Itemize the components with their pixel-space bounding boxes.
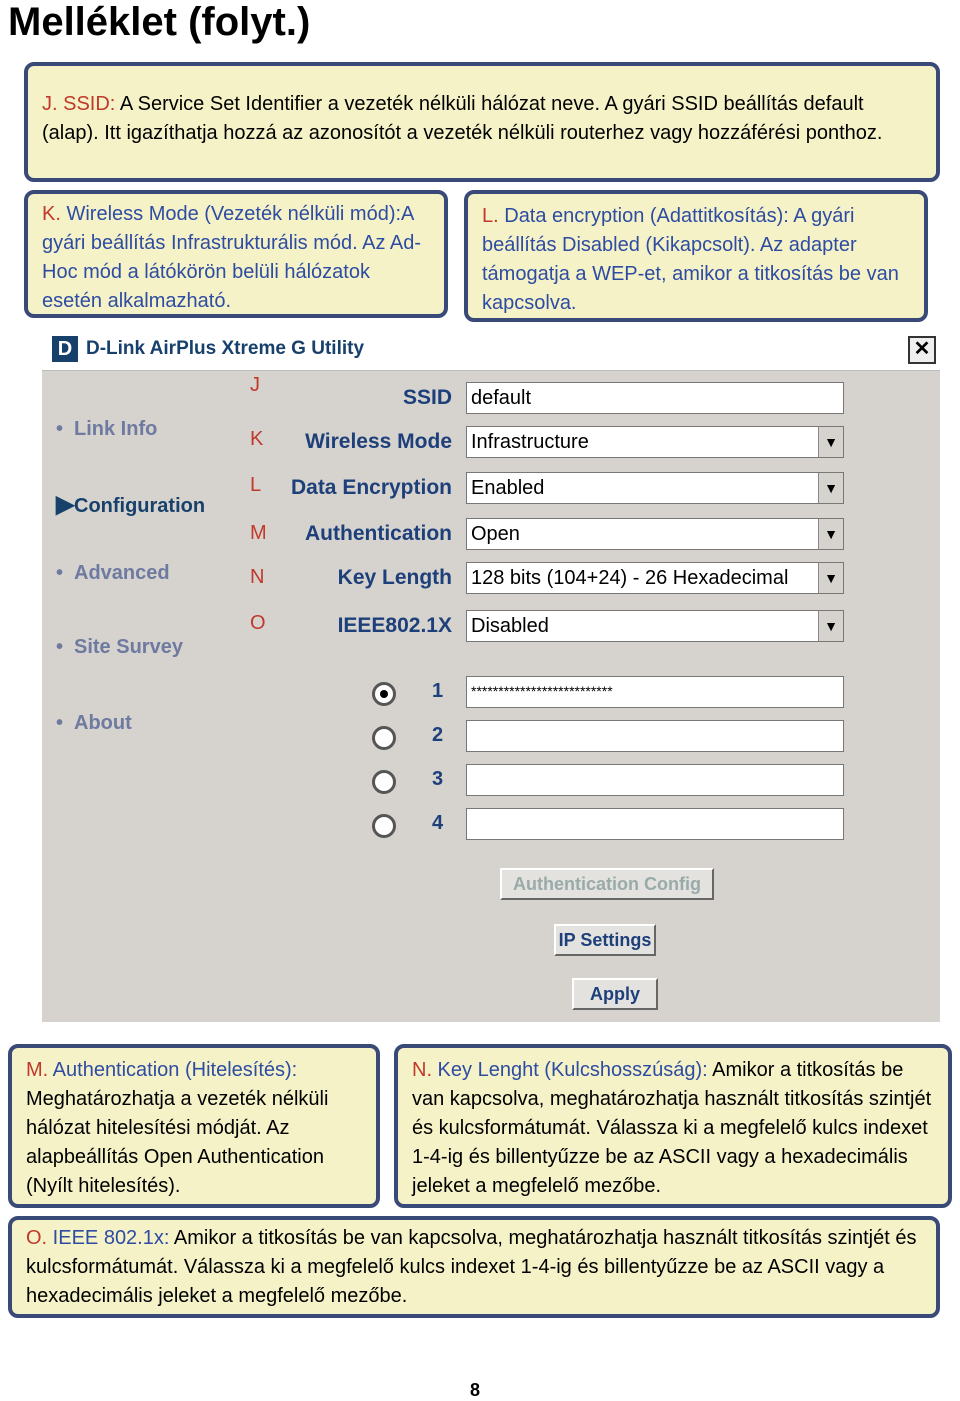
wireless-mode-label: Wireless Mode <box>305 430 452 453</box>
key-input-2[interactable] <box>466 720 844 752</box>
window-title: D-Link AirPlus Xtreme G Utility <box>86 338 365 359</box>
marker-o: O <box>250 612 266 634</box>
sidebar <box>42 370 232 1022</box>
triangle-right-icon: ▶ <box>56 491 75 518</box>
key-radio-2[interactable] <box>372 726 396 750</box>
note-label: L. <box>482 205 499 227</box>
title-bar <box>42 330 940 371</box>
key-input-4[interactable] <box>466 808 844 840</box>
marker-k: K <box>250 428 264 450</box>
marker-n: N <box>250 566 265 588</box>
chevron-down-icon: ▼ <box>818 519 843 549</box>
note-ssid <box>24 62 940 182</box>
marker-m: M <box>250 522 267 544</box>
note-data-encryption <box>464 190 928 322</box>
key-index-3: 3 <box>432 768 444 790</box>
nav-item-about[interactable]: • About <box>56 712 132 734</box>
bullet-icon: • <box>56 712 64 734</box>
ieee8021x-select[interactable]: Disabled ▼ <box>466 610 844 642</box>
nav-item-configuration[interactable]: ▶Configuration <box>56 491 206 518</box>
chevron-down-icon: ▼ <box>818 473 843 503</box>
note-label: N. <box>412 1059 432 1081</box>
note-text: Meghatározhatja a vezeték nélküli hálózat hitelesítési módját. Az alapbeállítás Open Authentication (Nyílt hitelesítés). <box>26 1088 329 1197</box>
note-text: Amikor a titkosítás be van kapcsolva, meghatározhatja használt titkosítás szintjét és kulcsformátumát. Válassza ki a megfelelő kulcs indexet 1-4-ig és billentyűzze be az ASCII vagy a hexadecimális jeleket a megfelelő mezőbe. <box>412 1059 932 1197</box>
key-radio-4[interactable] <box>372 814 396 838</box>
note-heading: Wireless Mode (Vezeték nélküli mód): <box>60 203 402 225</box>
chevron-down-icon: ▼ <box>818 427 843 457</box>
ieee8021x-label: IEEE802.1X <box>337 614 452 637</box>
ip-settings-button[interactable]: IP Settings <box>554 924 656 956</box>
note-text: Amikor a titkosítás be van kapcsolva, meghatározhatja használt titkosítás szintjét és kulcsformátumát. Válassza ki a megfelelő kulcs indexet 1-4-ig és billentyűzze be az ASCII vagy a hexadecimális jeleket a megfelelő mezőbe. <box>26 1227 917 1307</box>
ssid-label: SSID <box>402 386 452 409</box>
key-radio-1[interactable] <box>372 682 396 706</box>
key-input-1[interactable]: ************************** <box>466 676 844 708</box>
note-label: M. <box>26 1059 49 1081</box>
authentication-label: Authentication <box>305 522 452 545</box>
key-input-3[interactable] <box>466 764 844 796</box>
marker-l: L <box>250 474 262 496</box>
data-encryption-label: Data Encryption <box>290 476 452 499</box>
note-heading: Authentication (Hitelesítés): <box>48 1059 298 1081</box>
dlink-logo: D <box>52 336 78 362</box>
data-encryption-select[interactable]: Enabled ▼ <box>466 472 844 504</box>
key-length-select[interactable]: 128 bits (104+24) - 26 Hexadecimal ▼ <box>466 562 844 594</box>
apply-button[interactable]: Apply <box>572 978 658 1010</box>
nav-item-link-info[interactable]: • Link Info <box>56 418 158 440</box>
authentication-config-button[interactable]: Authentication Config <box>500 868 714 900</box>
bullet-icon: • <box>56 636 64 658</box>
note-text: A Service Set Identifier a vezeték nélküli hálózat neve. A gyári SSID beállítás default (alap). Itt igazíthatja hozzá az azonosítót a vezeték nélküli routerhez vagy hozzáférési ponthoz. <box>42 93 883 144</box>
chevron-down-icon: ▼ <box>818 563 843 593</box>
note-label: K. <box>42 203 61 225</box>
note-label: J. SSID: <box>42 93 116 115</box>
key-length-label: Key Length <box>337 566 452 589</box>
note-heading: Data encryption (Adattitkosítás): <box>498 205 789 227</box>
note-ieee8021x <box>8 1216 940 1318</box>
note-authentication <box>8 1044 380 1208</box>
authentication-select[interactable]: Open ▼ <box>466 518 844 550</box>
key-index-4: 4 <box>432 812 444 834</box>
close-icon[interactable]: ✕ <box>908 336 936 364</box>
note-key-length <box>394 1044 952 1208</box>
utility-window <box>42 330 940 1022</box>
note-text: A gyári beállítás Infrastrukturális mód. Az Ad-Hoc mód a látókörön belüli hálózatok esetén alkalmazható. <box>42 203 422 312</box>
chevron-down-icon: ▼ <box>818 611 843 641</box>
note-text: A gyári beállítás Disabled (Kikapcsolt). Az adapter támogatja a WEP-et, amikor a titkosítás be van kapcsolva. <box>482 205 899 314</box>
note-wireless-mode <box>24 190 448 318</box>
note-heading: Key Lenght (Kulcshosszúság): <box>432 1059 708 1081</box>
bullet-icon: • <box>56 562 64 584</box>
nav-item-advanced[interactable]: • Advanced <box>56 562 170 584</box>
page-number: 8 <box>470 1380 481 1400</box>
page-title: Melléklet (folyt.) <box>8 0 311 44</box>
bullet-icon: • <box>56 418 64 440</box>
wireless-mode-select[interactable]: Infrastructure ▼ <box>466 426 844 458</box>
key-radio-3[interactable] <box>372 770 396 794</box>
note-label: O. <box>26 1227 48 1249</box>
key-index-2: 2 <box>432 724 444 746</box>
marker-j: J <box>250 374 260 396</box>
key-index-1: 1 <box>432 680 444 702</box>
nav-item-site-survey[interactable]: • Site Survey <box>56 636 183 658</box>
note-heading: IEEE 802.1x: <box>47 1227 170 1249</box>
ssid-input[interactable]: default <box>466 382 844 414</box>
